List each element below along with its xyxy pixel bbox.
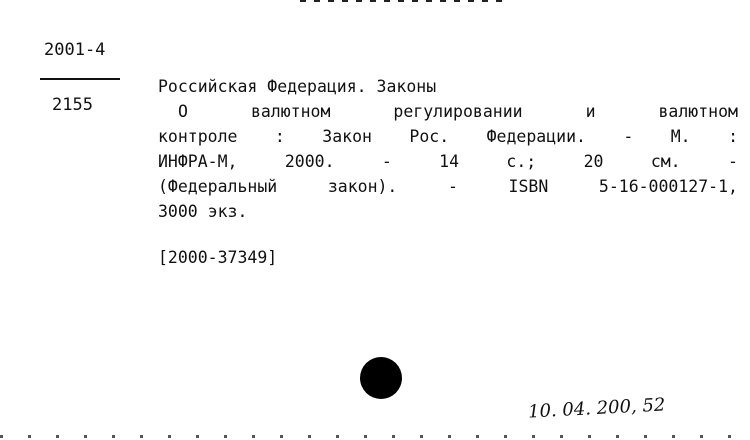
- entry-print-run: 3000 экз.: [158, 202, 248, 221]
- record-number: [2000-37349]: [158, 248, 278, 267]
- entry-imprint-line: [158, 149, 738, 174]
- entry-word: валютном: [658, 102, 738, 121]
- bottom-edge-marks: [0, 435, 750, 438]
- entry-publication-line: [158, 124, 738, 149]
- entry-word: ИНФРА-М,: [158, 152, 238, 171]
- entry-word: Федерации.: [486, 127, 586, 146]
- entry-word: :: [728, 127, 738, 146]
- entry-word: Закон: [322, 127, 372, 146]
- entry-word: 2000.: [284, 152, 335, 171]
- handwritten-note: 10. 04. 200, 52: [527, 394, 666, 423]
- entry-title-line: [158, 99, 738, 124]
- entry-series-line: [158, 174, 738, 199]
- entry-word: см.: [650, 152, 681, 171]
- entry-heading: Российская Федерация. Законы: [158, 77, 437, 96]
- entry-word: 5-16-000127-1,: [598, 177, 738, 196]
- top-edge-marks: [300, 0, 510, 2]
- entry-word: закон).: [327, 177, 398, 196]
- call-number-divider: [40, 78, 120, 80]
- card-punch-hole: [360, 357, 402, 399]
- entry-word: :: [274, 127, 285, 146]
- entry-word: -: [727, 152, 738, 171]
- entry-word: ISBN: [508, 177, 549, 196]
- call-number-top: 2001-4: [44, 40, 106, 60]
- entry-word: контроле: [158, 127, 238, 146]
- bibliographic-entry: [158, 74, 738, 224]
- entry-word: 20: [583, 152, 604, 171]
- entry-word: регулировании: [393, 102, 523, 121]
- entry-word: и: [585, 102, 596, 121]
- entry-word: М.: [670, 127, 691, 146]
- entry-word: -: [447, 177, 458, 196]
- entry-word: валютном: [250, 102, 331, 121]
- entry-word: с.;: [506, 152, 537, 171]
- entry-word: О: [178, 102, 188, 121]
- entry-word: Рос.: [409, 127, 450, 146]
- entry-word: 14: [439, 152, 460, 171]
- entry-word: -: [381, 152, 392, 171]
- entry-word: -: [623, 127, 634, 146]
- call-number-bottom: 2155: [52, 95, 93, 115]
- entry-word: (Федеральный: [158, 177, 278, 196]
